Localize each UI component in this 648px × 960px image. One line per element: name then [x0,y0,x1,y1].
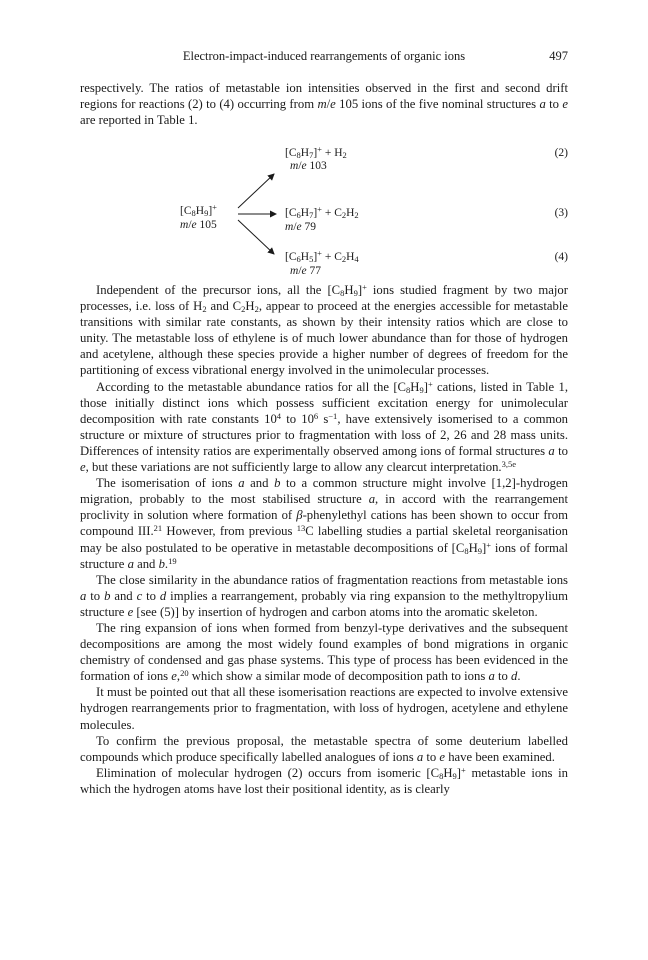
product-2-mass: m/e 103 [290,160,327,172]
running-header [80,48,568,64]
reactant-formula: $[C_8H_9]^+$ [180,202,217,218]
paragraph: The ring expansion of ions when formed from benzyl-type derivatives and the subsequent decompositions are among the most widely found examples of bond migrations in organic chemistry of condensed and gas phase systems. This type of process has been evidenced in the formation of ions e,$^{20}$ which show a similar mode of decomposition path to ions a to d. [80,620,568,684]
intro-paragraph: respectively. The ratios of metastable ion intensities observed in the first and second drift regions for reactions (2) to (4) occurring from m/e 105 ions of the five nominal structures a to e are reported in Table 1. [80,81,568,128]
paragraph: Elimination of molecular hydrogen (2) occurs from isomeric $[C_8H_9]^+$ metastable ions in which the hydrogen atoms have lost their positional identity, as is clearly [80,764,568,796]
paragraph: The close similarity in the abundance ratios of fragmentation reactions from metastable ions a to b and c to d implies a rearrangement, probably via ring expansion to the methyltropylium structure e [see (5)] by insertion of hydrogen and carbon atoms into the aromatic skeleton. [80,572,568,619]
paragraph: According to the metastable abundance ratios for all the $[C_8H_9]^+$ cations, listed in Table 1, those initially distinct ions which possess sufficient excitation energy for unimolecular decomposition with rate constants $10^4$ to $10^6$ $s^{-1}$, have extensively isomerised to a common structure or mixture of structures prior to fragmentation with loss of 2, 26 and 28 mass units. Differences of intensity ratios are experimentally observed among ions of formal structures a to e, but these variations are not sufficiently large to allow any clearcut interpretation.$^{3,5e}$ [80,378,569,475]
intro-paragraph-block [80,80,568,128]
product-3-mass: m/e 79 [285,221,316,233]
page-number: 497 [549,49,568,63]
equation-number-4: (4) [554,251,568,263]
product-4-formula: $[C_6H_5]^+ + C_2H_4$ [285,248,359,264]
equation-number-3: (3) [554,207,568,219]
paragraph: To confirm the previous proposal, the metastable spectra of some deuterium labelled compounds which produce specifically labelled analogues of ions a to e have been examined. [80,733,568,764]
arrow-to-product-4 [238,220,274,254]
reaction-scheme [80,130,568,280]
product-2-formula: $[C_8H_7]^+ + H_2$ [285,144,347,160]
running-title: Electron-impact-induced rearrangements of organic ions [182,49,466,63]
main-text [80,282,568,797]
paragraph: Independent of the precursor ions, all the $[C_8H_9]^+$ ions studied fragment by two major processes, i.e. loss of $H_2$ and $C_2H_2$, appear to proceed at the energies accessible for metastable transitions with similar rate constants, as shown by their intensity ratios which are close to unity. The metastable loss of ethylene is of much lower abundance than for those of hydrogen and acetylene, although these species provide a higher number of degrees of freedom for the partitioning of excess vibrational energy involved in the unimolecular processes. [80,282,568,378]
product-4-mass: m/e 77 [290,265,321,277]
arrow-to-product-2 [238,174,274,208]
product-3-formula: $[C_6H_7]^+ + C_2H_2$ [285,204,359,220]
reactant-mass: m/e 105 [180,219,217,231]
paragraph: The isomerisation of ions a and b to a common structure might involve [1,2]-hydrogen migration, probably to the most stabilised structure a, in accord with the rearrangement proclivity in solution where formation of β-phenylethyl cations has been shown to occur from compound III.$^{21}$ However, from previous $^{13}$C labelling studies a partial skeletal reorganisation may be also postulated to be operative in metastable decompositions of $[C_8H_9]^+$ ions of formal structure a and b.$^{19}$ [80,476,568,571]
equation-number-2: (2) [554,147,568,159]
paragraph: It must be pointed out that all these isomerisation reactions are expected to involve extensive hydrogen rearrangements prior to fragmentation, with loss of hydrogen, acetylene and ethylene molecules. [80,685,568,732]
